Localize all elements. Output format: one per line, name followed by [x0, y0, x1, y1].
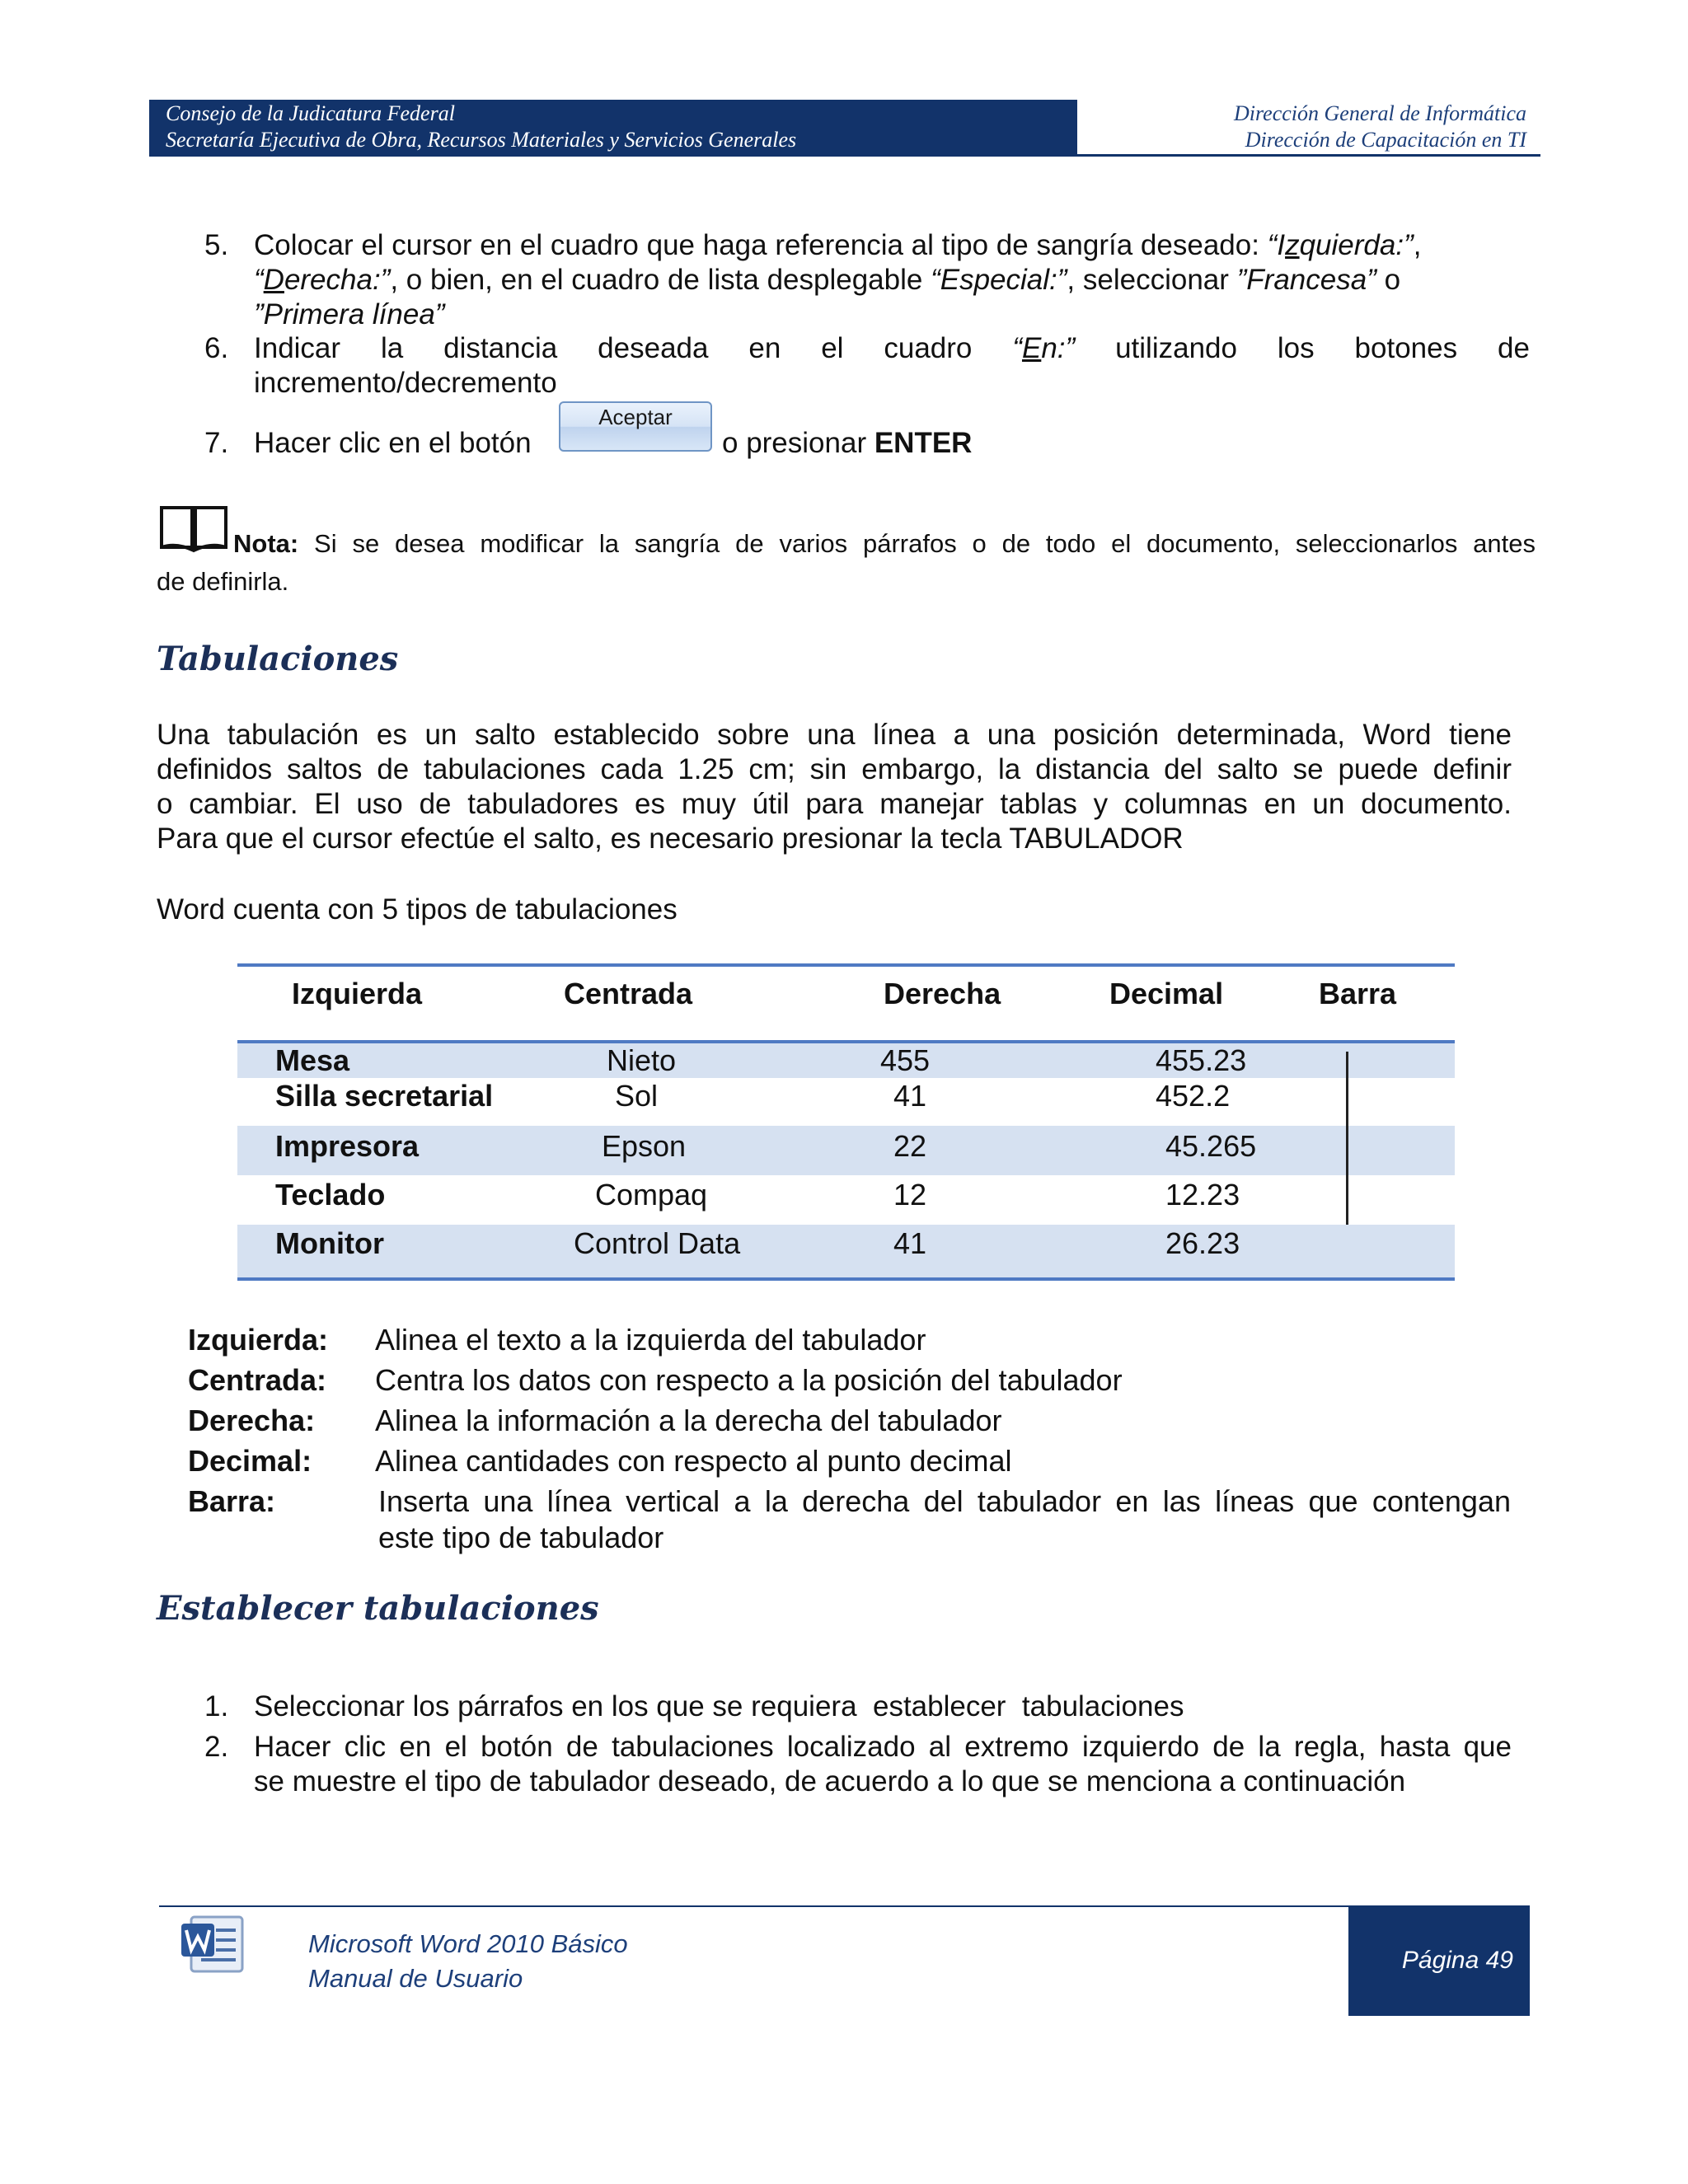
definition-text: Centra los datos con respecto a la posición del tabulador [375, 1363, 1123, 1397]
step-5-frag: , seleccionar [1067, 264, 1237, 296]
header-rule [149, 154, 1540, 157]
word: en [748, 332, 781, 364]
page-number: Página 49 [1401, 1947, 1513, 1974]
word: la [380, 332, 404, 364]
table-bottom-rule [237, 1277, 1455, 1281]
word: deseada [598, 332, 709, 364]
step-5-francesa: ”Francesa” [1236, 264, 1376, 296]
header-left [166, 101, 796, 153]
table-cell: Monitor [275, 1226, 384, 1260]
accel: E [1021, 332, 1042, 364]
en-field-ref [1012, 331, 1075, 366]
table-top-rule [237, 963, 1455, 967]
step-number: 1. [204, 1690, 229, 1722]
step-5-line-2 [254, 263, 1400, 298]
table-header: Decimal [1109, 977, 1224, 1010]
definition-text: Alinea la información a la derecha del tabulador [375, 1404, 1002, 1437]
table-header: Barra [1319, 977, 1397, 1010]
table-cell: Control Data [574, 1226, 741, 1260]
table-cell: Silla secretarial [275, 1079, 494, 1113]
definition-term: Barra: [188, 1484, 276, 1518]
table-cell: 452.2 [1156, 1079, 1231, 1113]
paragraph-line: Una tabulación es un salto establecido sobre una línea a una posición determinada, Word tiene [157, 719, 1512, 751]
paragraph-line: Para que el cursor efectúe el salto, es necesario presionar la tecla TABULADOR [157, 823, 1184, 855]
footer-product: Microsoft Word 2010 Básico [308, 1929, 628, 1958]
frag: n:” [1041, 332, 1076, 364]
step-7-text: Hacer clic en el botón [254, 427, 532, 459]
definition-term: Derecha: [188, 1404, 316, 1437]
footer-manual: Manual de Usuario [308, 1964, 523, 1993]
table-cell: 455.23 [1156, 1043, 1247, 1077]
step-number: 7. [204, 427, 229, 459]
table-cell: Mesa [275, 1043, 350, 1077]
tabs-paragraph [157, 718, 1512, 856]
step-text: Hacer clic en el botón de tabulaciones localizado al extremo izquierdo de la regla, hasta que [254, 1731, 1512, 1763]
word: los [1277, 332, 1315, 364]
table-header: Izquierda [292, 977, 423, 1010]
footer-rule [159, 1905, 1356, 1907]
step-5-especial: “Especial:” [931, 264, 1067, 296]
table-cell: 12 [893, 1178, 927, 1212]
step-5-line-1 [254, 228, 1421, 263]
paragraph-line: definidos saltos de tabulaciones cada 1.25 cm; sin embargo, la distancia del salto se puede definir [157, 753, 1512, 785]
header-training: Dirección de Capacitación en TI [1245, 128, 1526, 152]
table-cell: 455 [880, 1043, 931, 1077]
step-number: 5. [204, 229, 229, 261]
table-cell: 22 [893, 1129, 927, 1163]
word: distancia [443, 332, 558, 364]
word: botones [1354, 332, 1458, 364]
definition-text: Alinea el texto a la izquierda del tabulador [375, 1323, 926, 1357]
table-cell: Teclado [275, 1178, 386, 1212]
step-number: 2. [204, 1731, 229, 1763]
header-right [1234, 101, 1526, 153]
word: de [1498, 332, 1530, 364]
header-direction: Dirección General de Informática [1234, 101, 1526, 125]
note-line-1 [233, 527, 1536, 560]
step-5-frag: quierda:” [1299, 229, 1414, 261]
table-cell: Epson [602, 1129, 687, 1163]
table-cell: 41 [893, 1226, 927, 1260]
step-5-text: Colocar el cursor en el cuadro que haga referencia al tipo de sangría deseado: [254, 229, 1268, 261]
step-5-frag: “ [254, 264, 264, 296]
section-title: Tabulaciones [157, 640, 399, 678]
bar-tab-line [1346, 1052, 1348, 1225]
definition-text: este tipo de tabulador [378, 1521, 664, 1554]
step-5-accel: D [263, 264, 284, 296]
table-cell: 26.23 [1165, 1226, 1240, 1260]
table-cell: 12.23 [1165, 1178, 1240, 1212]
table-cell: Impresora [275, 1129, 420, 1163]
note-label: Nota: [233, 529, 299, 558]
step-text: se muestre el tipo de tabulador deseado, de acuerdo a lo que se menciona a continuación [254, 1765, 1406, 1797]
word: el [821, 332, 844, 364]
table-band [237, 1225, 1455, 1277]
table-header: Derecha [884, 977, 1001, 1010]
enter-key-label: ENTER [874, 427, 973, 459]
step-5-frag: o [1376, 264, 1401, 296]
word: Indicar [254, 332, 341, 364]
step-5-frag: , [1413, 229, 1422, 261]
step-5-line-3: ”Primera línea” [254, 298, 445, 330]
definition-text: Inserta una línea vertical a la derecha del tabulador en las líneas que contengan [378, 1484, 1511, 1518]
aceptar-button[interactable]: Aceptar [559, 401, 712, 452]
step-number: 6. [204, 332, 229, 364]
definition-term: Decimal: [188, 1444, 312, 1478]
definition-term: Centrada: [188, 1363, 327, 1397]
word: cuadro [884, 332, 973, 364]
table-band [237, 1126, 1455, 1175]
step-text: Seleccionar los párrafos en los que se requiera establecer tabulaciones [254, 1690, 1184, 1722]
table-cell: Compaq [595, 1178, 708, 1212]
step-7-tail [722, 426, 972, 461]
note-line-2: de definirla. [157, 567, 289, 596]
header-secretariat: Secretaría Ejecutiva de Obra, Recursos Materiales y Servicios Generales [166, 128, 797, 152]
step-6-line-1 [254, 331, 1530, 366]
section-title: Establecer tabulaciones [157, 1589, 599, 1628]
step-7-text: o presionar [722, 427, 874, 459]
open-book-icon [158, 501, 229, 554]
paragraph-line: o cambiar. El uso de tabuladores es muy útil para manejar tablas y columnas en un documento. [157, 788, 1512, 820]
word: utilizando [1115, 332, 1237, 364]
table-cell: Sol [615, 1079, 659, 1113]
step-5-frag: erecha:” [284, 264, 391, 296]
step-5-accel: z [1285, 229, 1300, 261]
word-logo-icon [176, 1910, 249, 1976]
table-header: Centrada [564, 977, 693, 1010]
step-5-frag: , o bien, en el cuadro de lista desplegable [390, 264, 931, 296]
note-text: Si se desea modificar la sangría de varios párrafos o de todo el documento, seleccionarlos antes [298, 529, 1536, 558]
frag: “ [1012, 332, 1022, 364]
table-cell: 41 [893, 1079, 927, 1113]
table-band [237, 1043, 1455, 1078]
step-5-frag: “I [1267, 229, 1286, 261]
header-org: Consejo de la Judicatura Federal [166, 101, 455, 125]
tab-types-intro: Word cuenta con 5 tipos de tabulaciones [157, 893, 678, 926]
footer-title [308, 1927, 628, 1996]
table-cell: 45.265 [1165, 1129, 1257, 1163]
step-6-line-2: incremento/decremento [254, 367, 557, 399]
table-cell: Nieto [607, 1043, 677, 1077]
definition-text: Alinea cantidades con respecto al punto decimal [375, 1444, 1012, 1478]
definition-term: Izquierda: [188, 1323, 329, 1357]
